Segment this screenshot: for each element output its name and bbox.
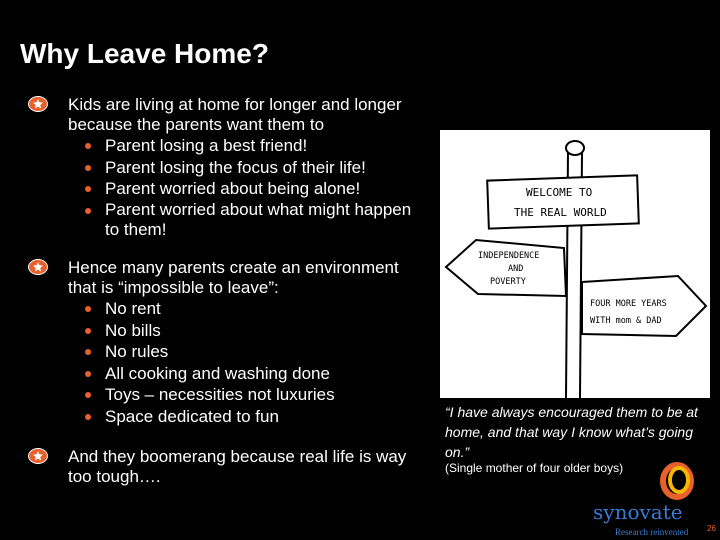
quote-text: “I have always encouraged them to be at home, and that way I know what’s going on.” <box>445 404 698 460</box>
logo-tagline: Research reinvented <box>615 527 689 537</box>
sub-item: Parent worried about being alone! <box>83 178 423 200</box>
sign-left-line1: INDEPENDENCE <box>478 251 540 261</box>
sub-item: Toys – necessities not luxuries <box>83 384 423 406</box>
sign-right-line1: FOUR MORE YEARS <box>590 299 667 309</box>
sub-item: No rules <box>83 341 423 363</box>
synovate-logo-icon <box>655 461 701 501</box>
star-bullet-icon <box>28 259 48 275</box>
logo-name: synovate <box>593 500 683 524</box>
star-bullet-icon <box>28 96 48 112</box>
bullet-2 <box>28 258 423 427</box>
sub-item: All cooking and washing done <box>83 363 423 385</box>
sub-item: Space dedicated to fun <box>83 406 423 428</box>
bullet-2-text: Hence many parents create an environment that is “impossible to leave”: <box>68 258 399 297</box>
bullet-3-text: And they boomerang because real life is way too tough…. <box>68 447 407 486</box>
bullet-1 <box>28 95 423 240</box>
sign-right-line2: WITH mom & DAD <box>590 316 662 326</box>
bullet-1-sublist <box>28 135 423 240</box>
sign-top-line2: THE REAL WORLD <box>514 206 607 219</box>
sub-item: Parent losing a best friend! <box>83 135 423 157</box>
sub-item: Parent worried about what might happen to them! <box>83 200 423 240</box>
bullet-3 <box>28 447 423 487</box>
sub-item: Parent losing the focus of their life! <box>83 157 423 179</box>
bullet-1-text: Kids are living at home for longer and longer because the parents want them to <box>68 95 402 134</box>
sign-top-line1: WELCOME TO <box>526 186 593 199</box>
page-number: 26 <box>707 524 716 533</box>
sign-left-line2: AND <box>508 264 524 274</box>
sign-left-line3: POVERTY <box>490 277 526 287</box>
slide-title: Why Leave Home? <box>20 38 269 69</box>
signpost-illustration <box>440 130 710 398</box>
sub-item: No bills <box>83 320 423 342</box>
bullet-2-sublist <box>28 298 423 427</box>
sub-item: No rent <box>83 298 423 320</box>
star-bullet-icon <box>28 448 48 464</box>
quote-source: (Single mother of four older boys) <box>445 461 624 475</box>
signpost-drawing <box>440 130 710 398</box>
